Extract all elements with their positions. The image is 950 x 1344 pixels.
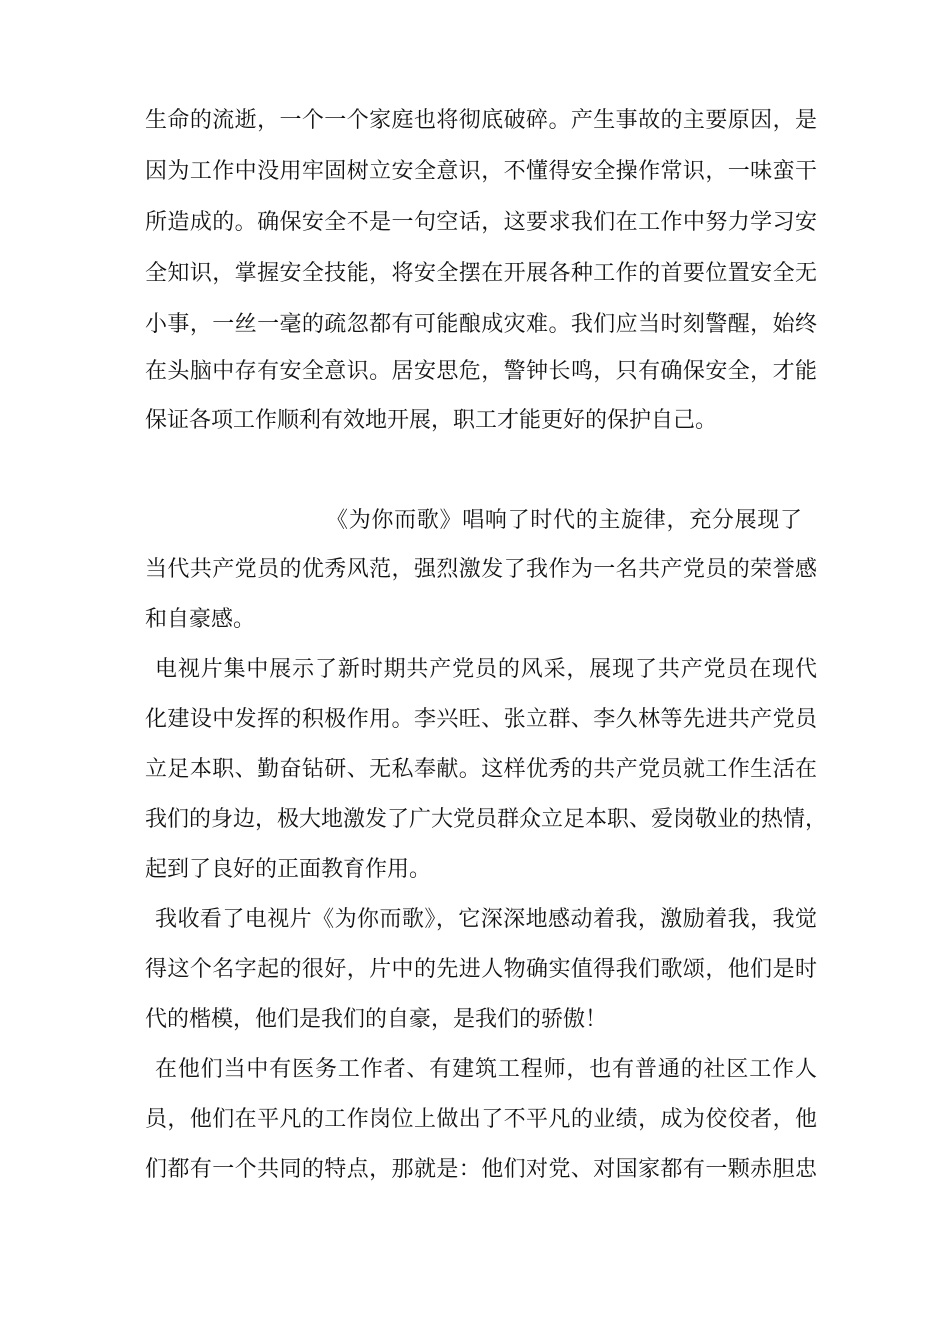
paragraph-1-line-7: 保证各项工作顺利有效地开展，职工才能更好的保护自己。 [145,408,718,433]
paragraph-4-line-3: 代的楷模，他们是我们的自豪，是我们的骄傲！ [145,1007,608,1032]
paragraph-2-line-2: 当代共产党员的优秀风范，强烈激发了我作为一名共产党员的荣誉感 [145,557,817,582]
paragraph-1-line-4: 全知识，掌握安全技能，将安全摆在开展各种工作的首要位置安全无 [145,261,817,286]
paragraph-1-line-1: 生命的流逝，一个一个家庭也将彻底破碎。产生事故的主要原因，是 [145,108,817,133]
paragraph-5-line-1: 在他们当中有医务工作者、有建筑工程师，也有普通的社区工作人 [155,1057,817,1082]
paragraph-1-line-2: 因为工作中没用牢固树立安全意识，不懂得安全操作常识，一味蛮干 [145,159,817,184]
paragraph-1-line-5: 小事，一丝一毫的疏忽都有可能酿成灾难。我们应当时刻警醒，始终 [145,312,817,337]
paragraph-4-line-1: 我收看了电视片《为你而歌》，它深深地感动着我，激励着我，我觉 [155,907,817,932]
paragraph-1-line-6: 在头脑中存有安全意识。居安思危，警钟长鸣，只有确保安全，才能 [145,359,817,384]
paragraph-1-line-3: 所造成的。确保安全不是一句空话，这要求我们在工作中努力学习安 [145,210,817,235]
paragraph-5-line-3: 们都有一个共同的特点，那就是：他们对党、对国家都有一颗赤胆忠 [145,1157,817,1182]
paragraph-3-line-3: 立足本职、勤奋钻研、无私奉献。这样优秀的共产党员就工作生活在 [145,757,817,782]
paragraph-3-line-1: 电视片集中展示了新时期共产党员的风采，展现了共产党员在现代 [155,657,817,682]
paragraph-5-line-2: 员，他们在平凡的工作岗位上做出了不平凡的业绩，成为佼佼者，他 [145,1107,817,1132]
paragraph-3-line-2: 化建设中发挥的积极作用。李兴旺、张立群、李久林等先进共产党员 [145,707,817,732]
paragraph-3-line-5: 起到了良好的正面教育作用。 [145,857,432,882]
paragraph-2-line-1: 《为你而歌》唱响了时代的主旋律，充分展现了 [326,508,802,533]
paragraph-2-line-3: 和自豪感。 [145,607,256,632]
paragraph-4-line-2: 得这个名字起的很好，片中的先进人物确实值得我们歌颂，他们是时 [145,957,817,982]
paragraph-3-line-4: 我们的身边，极大地激发了广大党员群众立足本职、爱岗敬业的热情， [145,807,828,832]
